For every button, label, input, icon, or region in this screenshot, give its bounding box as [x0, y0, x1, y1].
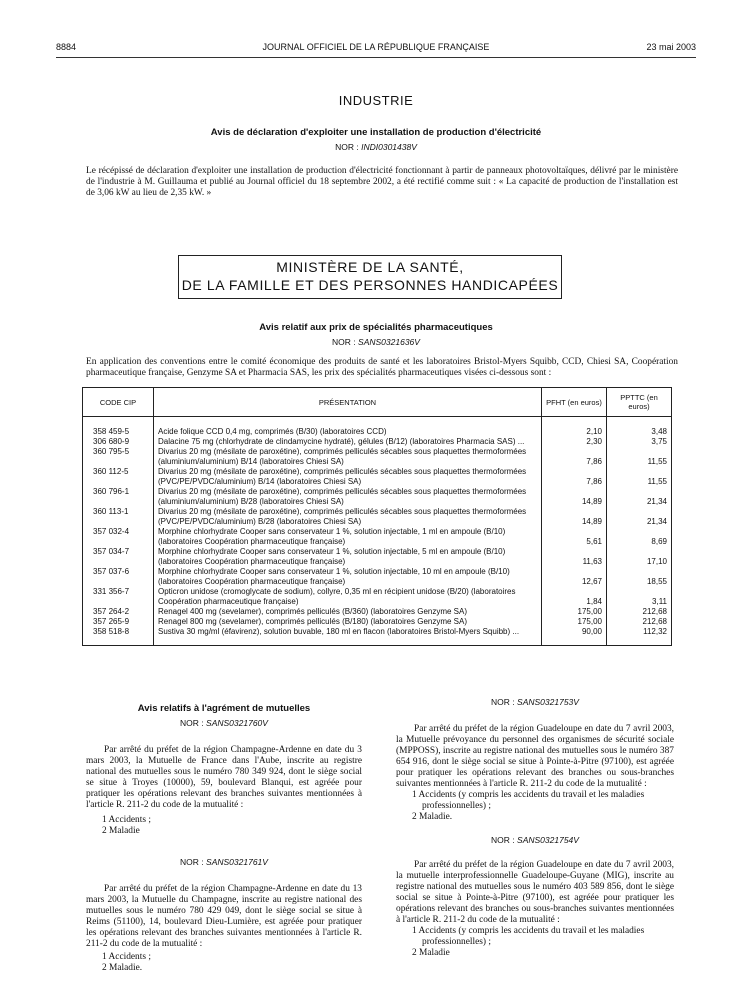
- presentation-cell: Morphine chlorhydrate Cooper sans conservateur 1 %, solution injectable, 10 ml en ampoule (B/10) (laboratoires Coopération pharmaceutique française): [154, 567, 542, 587]
- cip-code-cell: 360 112-5: [93, 467, 129, 476]
- col-header-ppttc: PPTTC (en euros): [607, 388, 672, 417]
- pfht-cell: 175,00: [542, 607, 607, 617]
- section-title-industrie: INDUSTRIE: [338, 93, 414, 108]
- mutuelle-2-item: 1 Accidents ;: [102, 952, 151, 962]
- price-row: [83, 487, 672, 507]
- cip-code-cell: 357 265-9: [93, 617, 130, 626]
- cip-code-cell: 360 795-5: [93, 447, 130, 456]
- prix-nor: [56, 337, 696, 347]
- industrie-notice-title: Avis de déclaration d'exploiter une installation de production d'électricité: [210, 127, 542, 138]
- mutuelle-4-item: 2 Maladie: [412, 948, 450, 958]
- issue-date: 23 mai 2003: [646, 42, 696, 52]
- mutuelle-1-nor: [86, 718, 362, 729]
- page-number: 8884: [56, 42, 77, 52]
- mutuelle-3-item: 2 Maladie.: [412, 812, 453, 822]
- cip-code-cell: 360 796-1: [93, 487, 130, 496]
- ppttc-cell: 8,69: [607, 527, 672, 547]
- presentation-cell: Divarius 20 mg (mésilate de paroxétine), comprimés pelliculés sécables sous plaquettes thermoformées (PVC/PE/PVDC/aluminium) B/14 (laboratoires Chiesi SA): [154, 467, 542, 487]
- cip-code-cell: 306 680-9: [93, 437, 130, 446]
- mutuelle-1-item: 1 Accidents ;: [102, 815, 151, 825]
- price-table-body: [83, 417, 672, 646]
- pfht-cell: 7,86: [542, 447, 607, 467]
- ppttc-cell: 3,75: [607, 437, 672, 447]
- pfht-cell: 5,61: [542, 527, 607, 547]
- ppttc-cell: 212,68: [607, 617, 672, 627]
- mutuelles-right-column: [396, 697, 674, 959]
- col-header-pfht: PFHT (en euros): [542, 388, 607, 417]
- nor-label: NOR :: [332, 337, 356, 347]
- mutuelle-4-nor: [396, 835, 674, 846]
- price-row: [83, 437, 672, 447]
- presentation-cell: Dalacine 75 mg (chlorhydrate de clindamycine hydraté), gélules (B/12) (laboratoires Pharmacia SAS) ...: [154, 437, 542, 447]
- mutuelle-3-body: Par arrêté du préfet de la région Guadeloupe en date du 7 avril 2003, la Mutuelle prévoyance du personnel des organismes de sécurité sociale (MPPOSS), inscrite au registre national des mutuelles sous le numéro 387 654 916, dont le siège social se situe à Pointe-à-Pitre (97100), est agréée pour pratiquer les opérations relevant des branches ou sous-branches suivantes mentionnées à l'article R. 211-2 du code de la mutualité :: [396, 724, 674, 789]
- pfht-cell: 2,30: [542, 437, 607, 447]
- presentation-cell: Renagel 400 mg (sevelamer), comprimés pelliculés (B/360) (laboratoires Genzyme SA): [154, 607, 542, 617]
- presentation-cell: Morphine chlorhydrate Cooper sans conservateur 1 %, solution injectable, 5 ml en ampoule (B/10) (laboratoires Coopération pharmaceutique française): [154, 547, 542, 567]
- price-row: [83, 587, 672, 607]
- ppttc-cell: 212,68: [607, 607, 672, 617]
- ppttc-cell: 17,10: [607, 547, 672, 567]
- header-rule: [56, 57, 696, 58]
- cip-code-cell: 331 356-7: [93, 587, 130, 596]
- nor-code: SANS0321760V: [206, 718, 268, 728]
- running-header: [56, 42, 696, 56]
- price-row: [83, 627, 672, 637]
- presentation-cell: Divarius 20 mg (mésilate de paroxétine), comprimés pelliculés sécables sous plaquettes thermoformées (PVC/PE/PVDC/aluminium) B/28 (laboratoires Chiesi SA): [154, 507, 542, 527]
- pfht-cell: 1,84: [542, 587, 607, 607]
- mutuelle-2-nor: [86, 857, 362, 868]
- price-row: [83, 617, 672, 627]
- ppttc-cell: 21,34: [607, 507, 672, 527]
- price-row: [83, 447, 672, 467]
- presentation-cell: Renagel 800 mg (sevelamer), comprimés pelliculés (B/180) (laboratoires Genzyme SA): [154, 617, 542, 627]
- presentation-cell: Sustiva 30 mg/ml (éfavirenz), solution buvable, 180 ml en flacon (laboratoires Bristol-Myers Squibb) ...: [154, 627, 542, 637]
- journal-title: JOURNAL OFFICIEL DE LA RÉPUBLIQUE FRANÇAISE: [262, 42, 490, 52]
- cip-code-cell: 358 459-5: [93, 427, 130, 436]
- ppttc-cell: 21,34: [607, 487, 672, 507]
- presentation-cell: Divarius 20 mg (mésilate de paroxétine), comprimés pelliculés sécables sous plaquettes thermoformées (aluminium/aluminium) B/14 (laboratoires Chiesi SA): [154, 447, 542, 467]
- mutuelle-3-item: 1 Accidents (y compris les accidents du travail et les maladies professionnelles) ;: [412, 790, 645, 811]
- prix-intro: En application des conventions entre le comité économique des produits de santé et les laboratoires Bristol-Myers Squibb, CCD, Chiesi SA, Coopération pharmaceutique française, Genzyme SA et Pharmacia SAS, les prix des spécialités pharmaceutiques visées ci-dessous sont :: [86, 357, 678, 378]
- pfht-cell: 7,86: [542, 467, 607, 487]
- price-row: [83, 507, 672, 527]
- cip-code-cell: 358 518-8: [93, 627, 130, 636]
- presentation-cell: Morphine chlorhydrate Cooper sans conservateur 1 %, solution injectable, 1 ml en ampoule (B/10) (laboratoires Coopération pharmaceutique française): [154, 527, 542, 547]
- nor-label: NOR :: [335, 142, 359, 152]
- pfht-cell: 175,00: [542, 617, 607, 627]
- cip-code-cell: 357 264-2: [93, 607, 130, 616]
- mutuelle-1-item: 2 Maladie: [102, 826, 140, 836]
- mutuelle-2-item: 2 Maladie.: [102, 963, 143, 973]
- nor-label: NOR :: [180, 857, 204, 867]
- mutuelles-left-column: [86, 703, 362, 974]
- prix-notice-title: Avis relatif aux prix de spécialités pharmaceutiques: [259, 322, 493, 333]
- price-row: [83, 527, 672, 547]
- ppttc-cell: 11,55: [607, 467, 672, 487]
- nor-code: SANS0321761V: [206, 857, 268, 867]
- presentation-cell: Divarius 20 mg (mésilate de paroxétine), comprimés pelliculés sécables sous plaquettes thermoformées (aluminium/aluminium) B/28 (laboratoires Chiesi SA): [154, 487, 542, 507]
- pfht-cell: 2,10: [542, 427, 607, 437]
- industrie-body: Le récépissé de déclaration d'exploiter une installation de production d'électricité fonctionnant à partir de panneaux photovoltaïques, délivré par le ministère de l'industrie à M. Guillauma et publié au Journal officiel du 18 septembre 2002, a été rectifié comme suit : « La capacité de production de l'installation est de 3,06 kW au lieu de 2,35 kW. »: [86, 166, 678, 198]
- nor-label: NOR :: [491, 835, 515, 845]
- mutuelle-4-body: Par arrêté du préfet de la région Guadeloupe en date du 7 avril 2003, la mutuelle interprofessionnelle Guadeloupe-Guyane (MIG), inscrite au registre national des mutuelles sous le numéro 403 589 856, dont le siège social se situe à Pointe-à-Pitre (97100), est agréée pour pratiquer les opérations relevant des branches ou sous-branches suivantes mentionnées à l'article R. 211-2 du code de la mutualité :: [396, 860, 674, 925]
- nor-label: NOR :: [491, 697, 515, 707]
- pfht-cell: 11,63: [542, 547, 607, 567]
- mutuelle-1-body: Par arrêté du préfet de la région Champagne-Ardenne en date du 3 mars 2003, la Mutuelle de France dans l'Aube, inscrite au registre national des mutuelles sous le numéro 780 349 924, dont le siège social se situe à Troyes (10000), 59, boulevard Blanqui, est agréée pour pratiquer les opérations relevant des branches suivantes mentionnées à l'article R. 211-2 du code de la mutualité :: [86, 745, 362, 810]
- price-row: [83, 607, 672, 617]
- pfht-cell: 12,67: [542, 567, 607, 587]
- pfht-cell: 14,89: [542, 487, 607, 507]
- nor-label: NOR :: [180, 718, 204, 728]
- nor-code: INDI0301438V: [361, 142, 417, 152]
- ppttc-cell: 112,32: [607, 627, 672, 637]
- price-row: [83, 547, 672, 567]
- ppttc-cell: 3,48: [607, 427, 672, 437]
- col-header-code: CODE CIP: [83, 388, 154, 417]
- pfht-cell: 90,00: [542, 627, 607, 637]
- industrie-nor: [56, 142, 696, 152]
- cip-code-cell: 357 034-7: [93, 547, 130, 556]
- price-row: [83, 467, 672, 487]
- col-header-presentation: PRÉSENTATION: [154, 388, 542, 417]
- ministry-line-1: MINISTÈRE DE LA SANTÉ,: [276, 259, 464, 275]
- ppttc-cell: 18,55: [607, 567, 672, 587]
- price-table: [82, 387, 672, 646]
- cip-code-cell: 357 032-4: [93, 527, 130, 536]
- nor-code: SANS0321754V: [517, 835, 579, 845]
- ppttc-cell: 3,11: [607, 587, 672, 607]
- nor-code: SANS0321636V: [358, 337, 420, 347]
- ministry-line-2: DE LA FAMILLE ET DES PERSONNES HANDICAPÉES: [181, 277, 559, 293]
- price-row: [83, 427, 672, 437]
- mutuelle-3-nor: [396, 697, 674, 708]
- mutuelle-4-item: 1 Accidents (y compris les accidents du travail et les maladies professionnelles) ;: [412, 926, 645, 947]
- ppttc-cell: 11,55: [607, 447, 672, 467]
- presentation-cell: Opticron unidose (cromoglycate de sodium), collyre, 0,35 ml en récipient unidose (B/20) (laboratoires Coopération pharmaceutique française): [154, 587, 542, 607]
- pfht-cell: 14,89: [542, 507, 607, 527]
- nor-code: SANS0321753V: [517, 697, 579, 707]
- price-row: [83, 567, 672, 587]
- mutuelle-2-body: Par arrêté du préfet de la région Champagne-Ardenne en date du 13 mars 2003, la Mutuelle du Champagne, inscrite au registre national des mutuelles sous le numéro 780 429 049, dont le siège social se situe à Reims (51100), 14, boulevard Dieu-Lumière, est agréée pour pratiquer les opérations relevant des branches suivantes mentionnées à l'article R. 211-2 du code de la mutualité :: [86, 884, 362, 949]
- mutuelles-title: Avis relatifs à l'agrément de mutuelles: [137, 703, 311, 714]
- cip-code-cell: 360 113-1: [93, 507, 129, 516]
- ministry-box: [178, 255, 562, 299]
- cip-code-cell: 357 037-6: [93, 567, 130, 576]
- presentation-cell: Acide folique CCD 0,4 mg, comprimés (B/30) (laboratoires CCD): [154, 427, 542, 437]
